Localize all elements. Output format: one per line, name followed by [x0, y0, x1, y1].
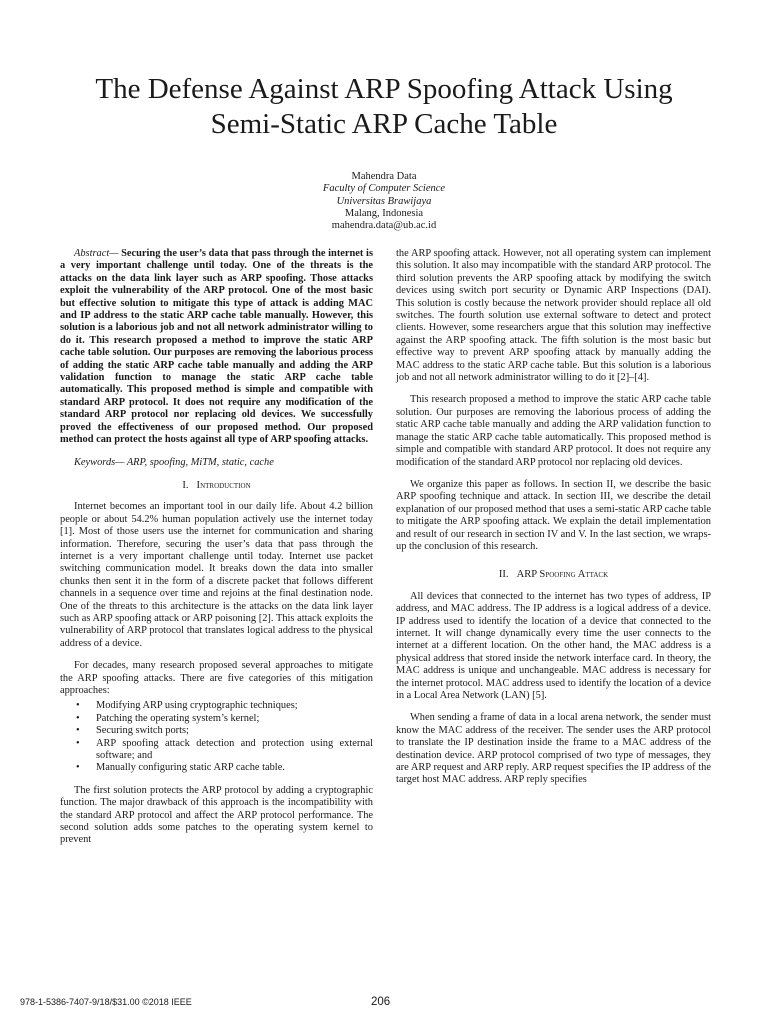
author-email: mahendra.data@ub.ac.id [331, 220, 437, 232]
abstract [60, 248, 373, 447]
arp-paragraph-2: When sending a frame of data in a local arena network, the sender must know the MAC address of the receiver. The sender uses the ARP protocol to translate the IP destination inside the frame to a MAC address of the destination device. ARP protocol comprised of two type of messages, they are ARP request and ARP reply. ARP request specifies the IP address of the target host MAC address. ARP reply specifies [396, 712, 711, 786]
list-item: • Patching the operating system’s kernel; [96, 713, 373, 725]
author-block [234, 171, 534, 232]
list-item: • Manually configuring static ARP cache table. [96, 762, 373, 774]
intro-paragraph-1: Internet becomes an important tool in our daily life. About 4.2 billion people or about 54.2% human population actively use the internet today [1]. Most of those users use the internet for communication and sharing information. Therefore, securing the user’s data that pass through the internet is a very important challenge until today. Internet use packet switching communication model. It breaks down the data into smaller chunks then sent it in the form of a discrete packet that follows different channels in a sequence over time and rejoins at the final destination node. One of the threats to this architecture is the attacks on the data link layer such as ARP spoofing attack or ARP poisoning [2]. This attack exploits the vulnerability of ARP protocol that translates logical address to the physical address of a device. [60, 501, 373, 649]
intro-paragraph-4: This research proposed a method to improve the static ARP cache table solution. Our purposes are removing the laborious process of adding the static ARP cache table manually and adding the ARP validation function to manage the static ARP cache table automatically. This proposed method is simple and compatible with standard ARP protocol. It does not require any modification of the standard ARP protocol nor replacing old devices. [396, 394, 711, 468]
intro-paragraph-5: We organize this paper as follows. In section II, we describe the basic ARP spoofing technique and attack. In section III, we describe the detail explanation of our proposed method that uses a semi-static ARP cache table to mitigate the ARP spoofing attack. We explain the detail implementation and result of our research in section IV and V. In the last section, we wraps-up the conclusion of this research. [396, 478, 712, 552]
section-heading-introduction [60, 480, 373, 492]
author-faculty: Faculty of Computer Science [322, 183, 446, 195]
section-number: I. [182, 479, 189, 491]
author-location: Malang, Indonesia [344, 207, 424, 219]
section-title: ARP Spoofing Attack [516, 569, 609, 581]
intro-paragraph-2: For decades, many research proposed several approaches to mitigate the ARP spoofing attacks. There are five categories of this mitigation approaches: [60, 660, 373, 696]
author-name: Mahendra Data [351, 171, 417, 182]
footer-identifier: 978-1-5386-7407-9/18/$31.00 ©2018 IEEE [20, 997, 192, 1007]
section-title: Introduction [196, 479, 251, 491]
section-number: II. [498, 569, 509, 581]
author-university: Universitas Brawijaya [336, 195, 432, 207]
left-column [60, 248, 373, 847]
approaches-list [60, 700, 373, 774]
list-item: • Modifying ARP using cryptographic techniques; [96, 700, 373, 712]
page-number: 206 [371, 996, 391, 1008]
keywords: Keywords— ARP, spoofing, MiTM, static, cache [74, 456, 274, 468]
right-column [396, 248, 711, 787]
intro-paragraph-3-start: The first solution protects the ARP protocol by adding a cryptographic function. The major drawback of this approach is the incompatibility with the standard ARP protocol and affect the ARP protocol performance. The second solution adds some patches to the operating system kernel to prevent [60, 784, 373, 846]
list-item: • Securing switch ports; [96, 725, 373, 737]
intro-paragraph-3-continued: the ARP spoofing attack. However, not all operating system can implement this solution. It also may incompatible with the standard ARP protocol. The third solution prevents the ARP spoofing attack by modifying the switch devices using switch port security or Dynamic ARP Inspections (DAI). This solution is costly because the network provider should replace all old switches. The fourth solution use external software to detect and protect clients. However, some researchers argue that this solution may ineffective against the ARP spoofing attack. The fifth solution is the most basic but effective way to prevent ARP spoofing attack by manually adding the MAC address to the static ARP cache table. But this solution is a laborious job and not all network administrator willing to do it [2]–[4]. [396, 248, 711, 384]
title-line-1: The Defense Against ARP Spoofing Attack Using [95, 73, 673, 105]
title-line-2: Semi-Static ARP Cache Table [210, 108, 558, 140]
abstract-text: Securing the user’s data that pass through the internet is a very important challenge until today. One of the threats is the attacks on the data link layer such as ARP spoofing. Those attacks exploit the vulnerability of the ARP protocol. One of the most basic but effective solution to mitigate this type of attack is adding MAC and IP address to the static ARP cache table manually. However, this solution is a laborious job and not all network administrator willing to do it. This research proposed a method to improve the static ARP cache table solution. Our purposes are removing the laborious process of adding the static ARP cache table manually and adding the ARP validation function to manage the static ARP cache table automatically. This proposed method is simple and compatible with standard ARP protocol. It does not require any modification of the standard ARP protocol nor replacing old devices. We successfully proved the effectiveness of our proposed method. Our proposed method can protect the hosts against all type of ARP spoofing attacks. [60, 248, 373, 446]
paper-title [40, 72, 728, 142]
abstract-lead: Abstract— [74, 248, 119, 259]
list-item: • ARP spoofing attack detection and protection using external software; and [96, 738, 373, 763]
arp-paragraph-1: All devices that connected to the internet has two types of address, IP address, and MAC address. The IP address is a logical address of a device. IP address used to identify the location of a device that connected to the internet. It will change dynamically every time the user connects to the internet at a different location. On the other hand, the MAC address is a physical address that stored inside the network interface card. In theory, the MAC address is unique and unchangeable. MAC address is necessary for the internet protocol. MAC address used to identify the location of a device in a Local Area Network (LAN) [5]. [396, 590, 711, 701]
section-heading-arp-spoofing [396, 569, 711, 581]
